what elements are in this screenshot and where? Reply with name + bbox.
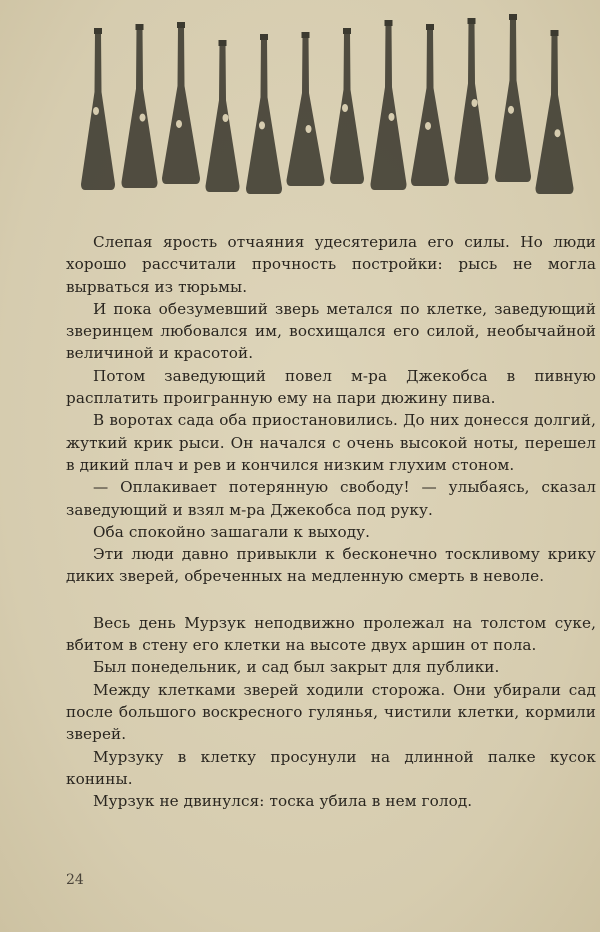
- paragraph: Между клетками зверей ходили сторожа. Они убирали сад после большого воскресного гулянья, чистили клетки, кормили зверей.: [66, 680, 596, 744]
- paragraph: Был понедельник, и сад был закрыт для публики.: [93, 658, 500, 677]
- bottle-cap: [509, 14, 517, 20]
- paragraph: Мурзуку в клетку просунули на длинной палке кусок конины.: [66, 747, 596, 788]
- bottle-label-mark: [259, 121, 265, 129]
- bottle-label-mark: [342, 104, 348, 112]
- bottle-label-mark: [425, 122, 431, 130]
- bottle-shape: [495, 18, 531, 182]
- bottle-label-mark: [389, 113, 395, 121]
- bottle-label-mark: [93, 107, 99, 115]
- bottle-cap: [385, 20, 393, 26]
- bottle-cap: [260, 34, 268, 40]
- bottle-shape: [246, 38, 282, 194]
- bottle-shape: [371, 24, 407, 190]
- bottle-shape: [287, 36, 325, 186]
- bottle-shape: [162, 26, 200, 184]
- paragraph: Потом заведующий повел м-ра Джекобса в пивную расплатить проигранную ему на пари дюжину пива.: [66, 366, 596, 408]
- bottle-label-mark: [472, 99, 478, 107]
- bottle-cap: [302, 32, 310, 38]
- bottle-cap: [136, 24, 144, 30]
- bottle-shape: [411, 28, 449, 186]
- page-number: 24: [66, 872, 84, 888]
- bottle-cap: [219, 40, 227, 46]
- bottle-cap: [177, 22, 185, 28]
- paragraph: Мурзук не двинулся: тоска убила в нем голод.: [93, 792, 473, 811]
- bottle-label-mark: [140, 114, 146, 122]
- paragraph: И пока обезумевший зверь метался по клетке, заведующий зверинцем любовался им, восхищался его силой, необычайной величиной и красотой.: [66, 299, 596, 363]
- bottles-row-illustration: [78, 14, 588, 199]
- paragraph: Оба спокойно зашагали к выходу.: [93, 522, 371, 541]
- paragraph-group-top: [66, 231, 596, 588]
- bottle-label-mark: [306, 125, 312, 133]
- paragraph: В воротах сада оба приостановились. До них донесся долгий, жуткий крик рыси. Он начался с очень высокой ноты, перешел в дикий плач и рев и кончился низким глухим стоном.: [66, 411, 596, 474]
- bottle-shape: [122, 28, 158, 188]
- bottle-label-mark: [555, 129, 561, 137]
- bottle-label-mark: [176, 120, 182, 128]
- paragraph-group-bottom: [66, 612, 596, 813]
- bottle-cap: [343, 28, 351, 34]
- text-body: [66, 231, 596, 812]
- paragraph: Весь день Мурзук неподвижно пролежал на толстом суке, вбитом в стену его клетки на высоте двух аршин от пола.: [66, 613, 596, 655]
- bottle-label-mark: [223, 114, 229, 122]
- bottle-cap: [551, 30, 559, 36]
- bottle-cap: [426, 24, 434, 30]
- bottle-label-mark: [508, 106, 514, 114]
- section-break: [66, 588, 596, 612]
- bottle-cap: [468, 18, 476, 24]
- paragraph: — Оплакивает потерянную свободу! — улыбаясь, сказал заведующий и взял м-ра Джекобса под руку.: [66, 478, 596, 519]
- paragraph: Эти люди давно привыкли к бесконечно тоскливому крику диких зверей, обреченных на медленную смерть в неволе.: [66, 545, 596, 586]
- paragraph: Слепая ярость отчаяния удесятерила его силы. Но люди хорошо рассчитали прочность постройки: рысь не могла вырваться из тюрьмы.: [66, 233, 596, 296]
- bottle-cap: [94, 28, 102, 34]
- bottle-shape: [536, 34, 574, 194]
